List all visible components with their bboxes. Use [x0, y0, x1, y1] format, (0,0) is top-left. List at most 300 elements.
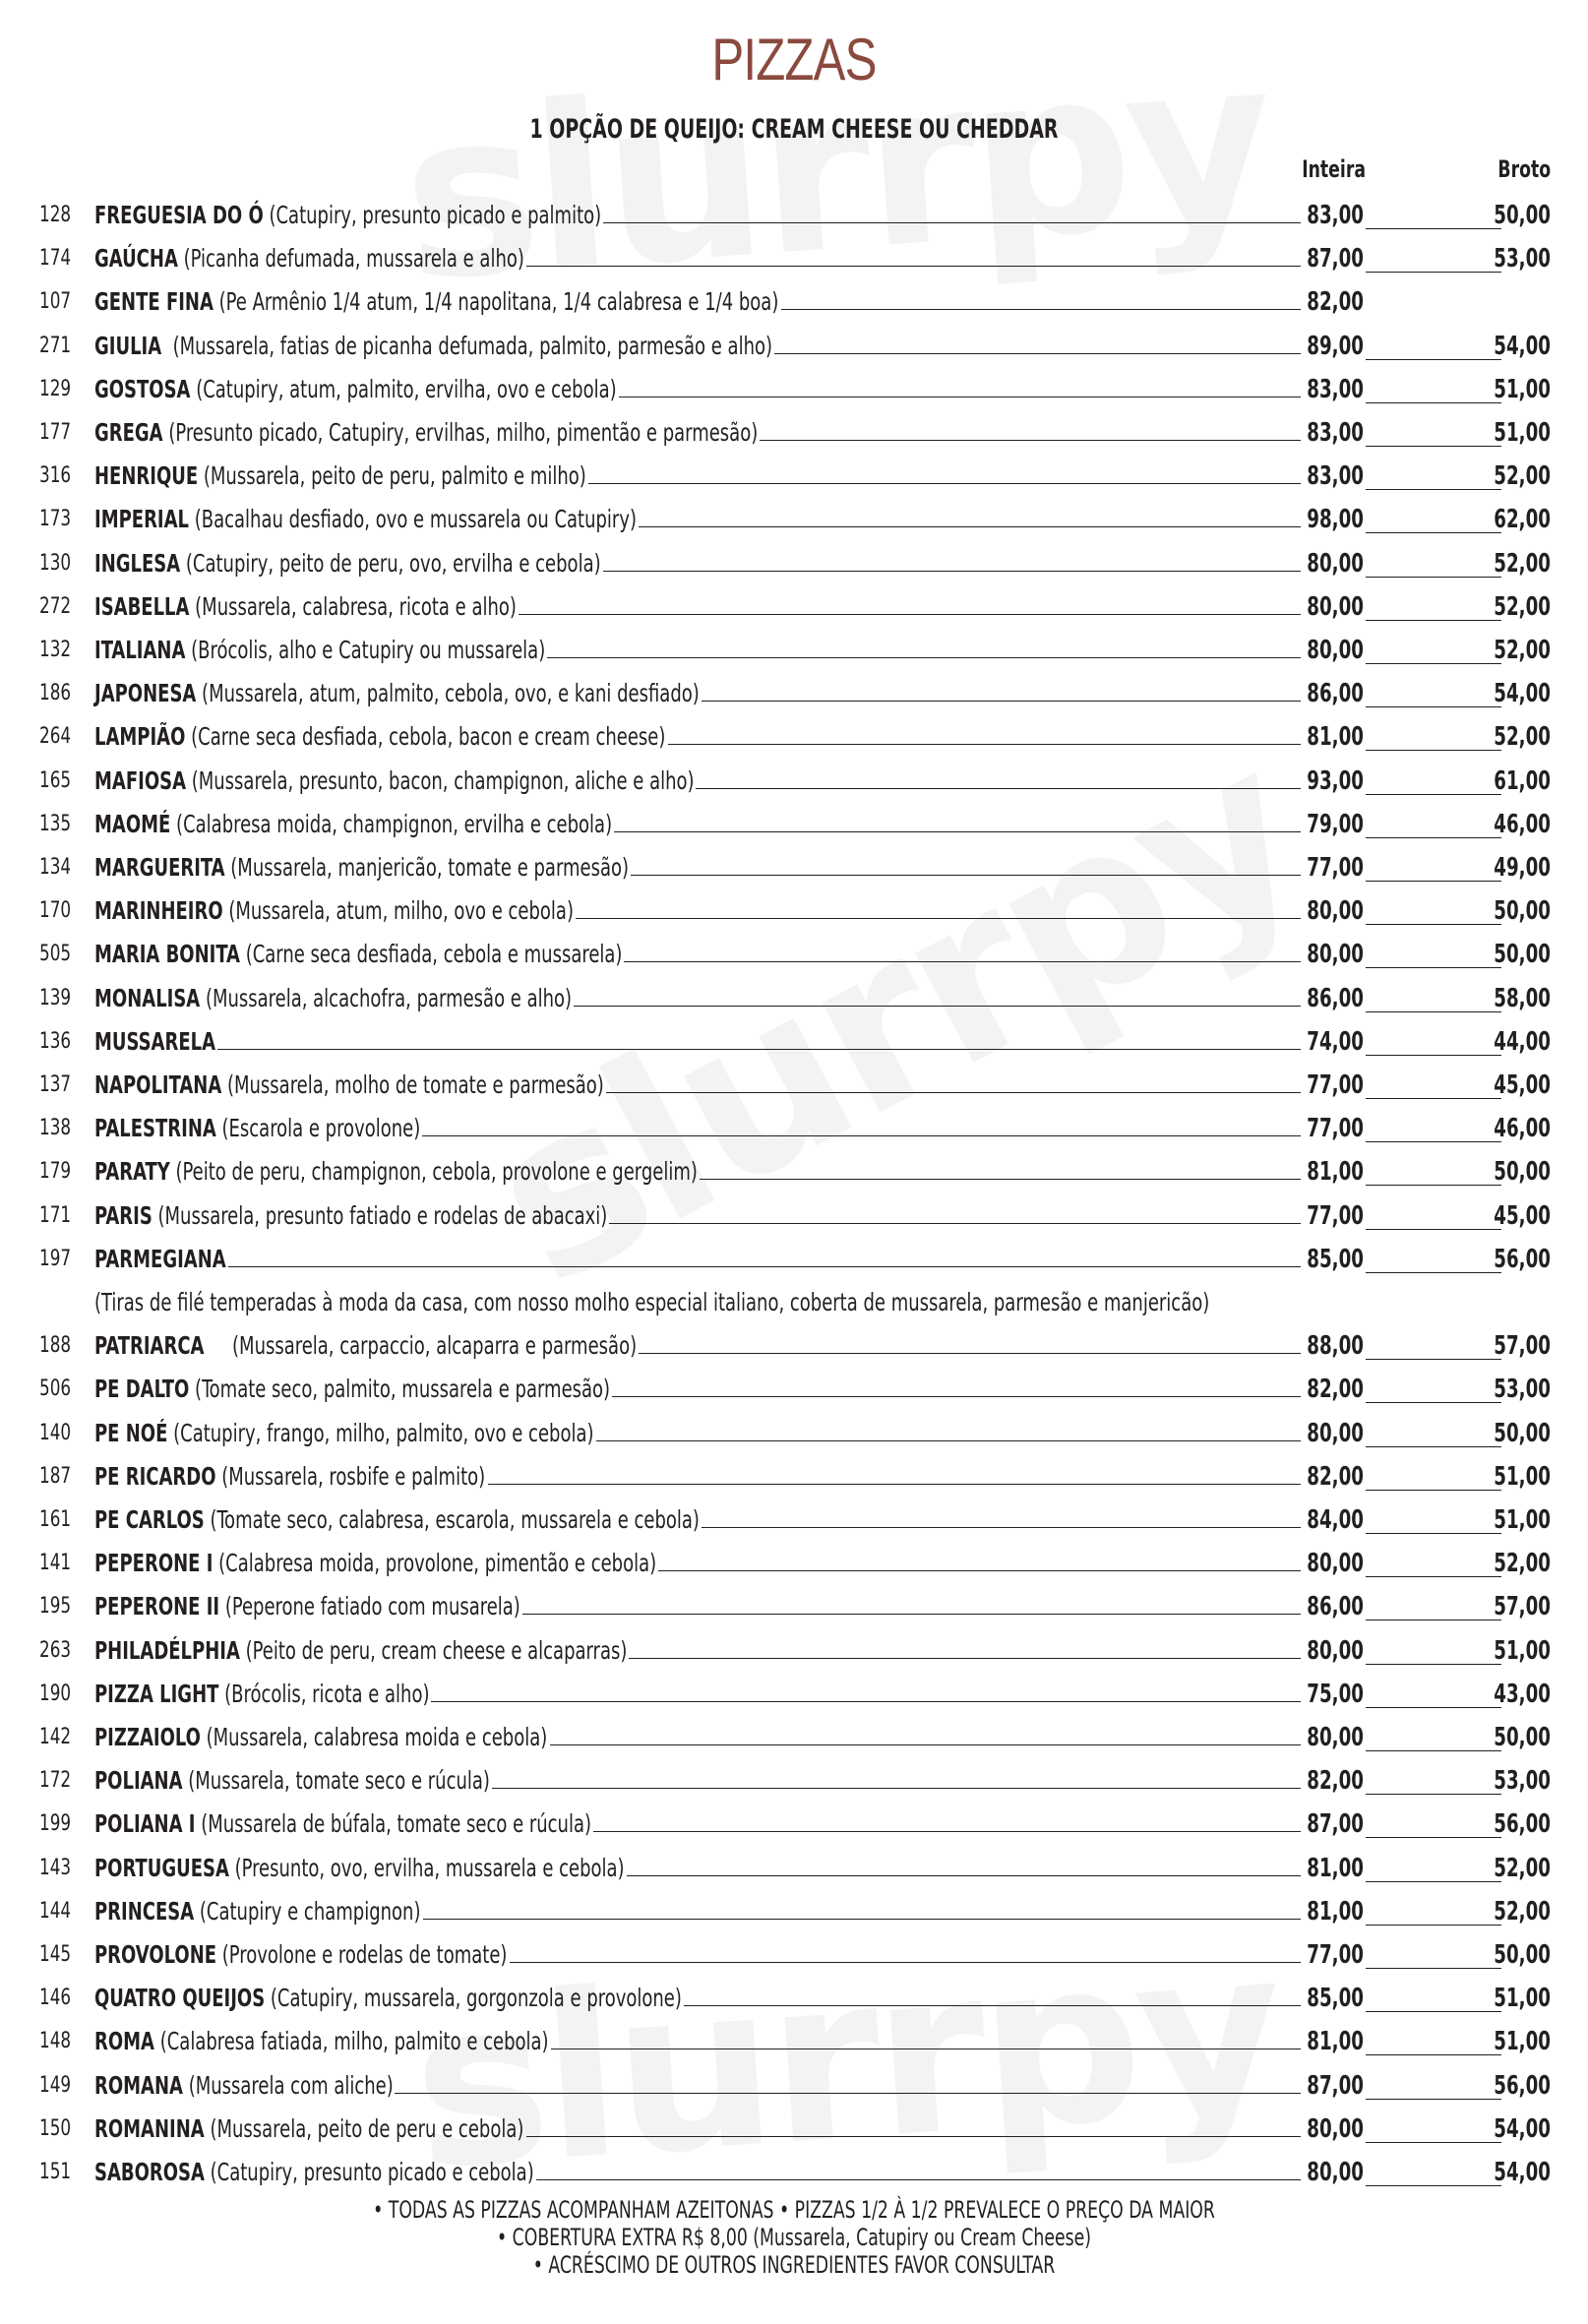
price-leader	[1366, 663, 1501, 664]
price-inteira: 80,00	[1307, 636, 1364, 665]
menu-item	[0, 236, 1588, 279]
dotted-leader	[700, 1179, 1301, 1180]
price-inteira: 77,00	[1307, 1114, 1364, 1144]
price-broto: 57,00	[1494, 1592, 1551, 1622]
item-ingredients: (Mussarela, calabresa, ricota e alho)	[189, 591, 517, 621]
item-name: FREGUESIA DO Ó	[94, 201, 264, 229]
item-description	[94, 1549, 656, 1577]
menu-item	[0, 1106, 1588, 1149]
item-code: 136	[39, 1028, 72, 1054]
item-description	[94, 2114, 523, 2143]
item-code: 170	[39, 898, 72, 924]
price-broto: 51,00	[1494, 1984, 1551, 2014]
item-description-line	[94, 1808, 1301, 1838]
item-name: MUSSARELA	[94, 1026, 216, 1056]
item-description	[94, 2071, 394, 2100]
price-broto: 51,00	[1494, 374, 1551, 404]
price-leader	[1366, 1968, 1501, 1969]
price-broto: 44,00	[1494, 1026, 1551, 1057]
price-leader	[1366, 2099, 1501, 2100]
item-code: 149	[39, 2072, 72, 2098]
item-ingredients: (Mussarela, fatias de picanha defumada, palmito, parmesão e alho)	[161, 331, 772, 360]
price-leader	[1366, 1011, 1501, 1012]
item-description-line	[94, 2113, 1301, 2143]
dotted-leader	[395, 2093, 1301, 2094]
item-code: 199	[39, 1811, 72, 1837]
item-code: 505	[39, 942, 72, 967]
price-leader	[1366, 1272, 1501, 1273]
item-description	[94, 1984, 682, 2012]
menu-item	[0, 497, 1588, 540]
item-description-line	[94, 1330, 1301, 1360]
item-description	[94, 418, 758, 447]
price-leader	[1366, 1446, 1501, 1447]
menu-item	[0, 1193, 1588, 1237]
item-name: PATRIARCA	[94, 1331, 205, 1361]
item-code: 130	[39, 550, 72, 576]
item-ingredients: (Catupiry e champignon)	[194, 1896, 421, 1926]
price-leader	[1366, 272, 1501, 273]
item-code: 173	[39, 507, 72, 532]
dotted-leader	[609, 1223, 1301, 1224]
item-code: 128	[39, 203, 72, 227]
dotted-leader	[423, 1919, 1301, 1920]
price-broto: 51,00	[1494, 1635, 1551, 1666]
item-name: PROVOLONE	[94, 1940, 217, 1969]
item-name: GAÚCHA	[94, 244, 178, 274]
price-broto: 53,00	[1494, 1375, 1551, 1405]
page-title: PIZZAS	[711, 27, 877, 92]
item-code: 134	[39, 855, 72, 880]
item-ingredients: (Provolone e rodelas de tomate)	[216, 1940, 508, 1969]
item-name: PE NOÉ	[94, 1418, 168, 1447]
item-ingredients: (Mussarela, rosbife e palmito)	[215, 1461, 486, 1491]
item-description-line	[94, 1200, 1301, 1230]
dotted-leader	[519, 614, 1301, 615]
item-ingredients: (Escarola e provolone)	[215, 1114, 421, 1143]
dotted-leader	[606, 1092, 1301, 1093]
item-description	[94, 549, 601, 578]
price-inteira: 80,00	[1307, 1549, 1364, 1579]
menu-item	[0, 1454, 1588, 1498]
dotted-leader	[603, 222, 1301, 223]
menu-item	[0, 367, 1588, 410]
menu-item	[0, 193, 1588, 236]
price-inteira: 77,00	[1307, 1940, 1364, 1970]
dotted-leader	[614, 831, 1301, 832]
price-broto: 43,00	[1494, 1679, 1551, 1709]
item-description-line	[94, 1070, 1301, 1099]
dotted-leader	[510, 1962, 1301, 1963]
item-description-line	[94, 1635, 1301, 1665]
item-code: 129	[39, 376, 72, 401]
item-ingredients: (Presunto, ovo, ervilha, mussarela e cebola)	[228, 1853, 625, 1882]
item-description	[94, 722, 665, 751]
price-broto: 50,00	[1494, 940, 1551, 970]
price-inteira: 80,00	[1307, 1635, 1364, 1666]
item-code: 141	[39, 1551, 72, 1576]
price-inteira: 86,00	[1307, 983, 1364, 1013]
price-leader	[1366, 1359, 1501, 1360]
item-description	[94, 332, 772, 360]
dotted-leader	[629, 1658, 1301, 1659]
item-description	[94, 1157, 698, 1186]
price-broto: 57,00	[1494, 1331, 1551, 1362]
item-name: PE RICARDO	[94, 1461, 216, 1491]
dotted-leader	[588, 483, 1301, 484]
price-inteira: 83,00	[1307, 461, 1364, 492]
item-description-line	[94, 1244, 1301, 1273]
dotted-leader	[702, 1527, 1301, 1528]
price-broto: 49,00	[1494, 853, 1551, 883]
dotted-leader	[668, 744, 1301, 745]
item-code: 146	[39, 1986, 72, 2011]
item-description-line	[94, 591, 1301, 621]
item-description-line	[94, 765, 1301, 795]
item-code: 140	[39, 1420, 72, 1445]
item-description	[94, 244, 524, 273]
price-inteira: 82,00	[1307, 1375, 1364, 1405]
price-leader	[1366, 489, 1501, 490]
price-inteira: 89,00	[1307, 331, 1364, 361]
price-inteira: 88,00	[1307, 1331, 1364, 1362]
item-ingredients: (Catupiry, presunto picado e palmito)	[263, 201, 602, 229]
item-ingredients: (Mussarela, calabresa moida e cebola)	[200, 1723, 548, 1751]
item-description-line	[94, 1722, 1301, 1751]
dotted-leader	[619, 397, 1301, 398]
dotted-leader	[492, 1788, 1301, 1789]
item-ingredients: (Catupiry, peito de peru, ovo, ervilha e cebola)	[180, 548, 601, 578]
item-description-line	[94, 1418, 1301, 1447]
price-leader	[1366, 1185, 1501, 1186]
price-leader	[1366, 228, 1501, 229]
price-broto: 52,00	[1494, 461, 1551, 492]
price-broto: 50,00	[1494, 1723, 1551, 1752]
dotted-leader	[593, 1831, 1301, 1832]
price-inteira: 74,00	[1307, 1026, 1364, 1057]
item-ingredients: (Mussarela, molho de tomate e parmesão)	[221, 1070, 604, 1099]
dotted-leader	[760, 440, 1301, 441]
price-inteira: 80,00	[1307, 1418, 1364, 1448]
price-inteira: 81,00	[1307, 722, 1364, 753]
item-description-line	[94, 243, 1301, 273]
item-description-line	[94, 1591, 1301, 1621]
item-description-line	[94, 1461, 1301, 1491]
dotted-leader	[488, 1484, 1301, 1485]
price-broto: 50,00	[1494, 1940, 1551, 1970]
item-description	[94, 1462, 485, 1491]
item-ingredients: (Catupiry, presunto picado e cebola)	[204, 2158, 534, 2186]
price-inteira: 83,00	[1307, 418, 1364, 448]
menu-item	[0, 628, 1588, 671]
dotted-leader	[576, 918, 1301, 919]
item-description-line	[94, 200, 1301, 229]
item-name: QUATRO QUEIJOS	[94, 1984, 266, 2013]
item-description	[94, 1809, 591, 1838]
price-inteira: 87,00	[1307, 1809, 1364, 1840]
dotted-leader	[574, 1006, 1301, 1007]
price-inteira: 80,00	[1307, 2113, 1364, 2144]
item-description	[94, 2158, 534, 2186]
item-name: GREGA	[94, 418, 163, 447]
price-broto: 54,00	[1494, 331, 1551, 361]
price-leader	[1366, 924, 1501, 925]
item-code: 171	[39, 1202, 72, 1228]
dotted-leader	[526, 266, 1301, 267]
price-broto: 61,00	[1494, 765, 1551, 796]
price-broto: 52,00	[1494, 722, 1551, 753]
price-broto: 52,00	[1494, 636, 1551, 665]
menu-item	[0, 888, 1588, 932]
item-description-line	[94, 417, 1301, 447]
dotted-leader	[536, 2179, 1301, 2180]
menu-item	[0, 1541, 1588, 1584]
price-broto: 51,00	[1494, 418, 1551, 448]
price-leader	[1366, 1620, 1501, 1621]
price-broto: 56,00	[1494, 1809, 1551, 1840]
item-description-line	[94, 1156, 1301, 1186]
item-ingredients: (Brócolis, alho e Catupiry ou mussarela)	[185, 636, 546, 664]
item-name: ROMA	[94, 2027, 154, 2056]
dotted-leader	[639, 1353, 1301, 1354]
menu-item	[0, 2063, 1588, 2107]
item-description	[94, 201, 601, 229]
price-inteira: 77,00	[1307, 853, 1364, 883]
dotted-leader	[596, 1440, 1301, 1441]
item-description	[94, 940, 622, 968]
item-description	[94, 287, 778, 316]
item-description-line	[94, 1113, 1301, 1142]
item-ingredients: (Presunto picado, Catupiry, ervilhas, milho, pimentão e parmesão)	[162, 418, 759, 447]
price-leader	[1366, 750, 1501, 751]
price-broto: 52,00	[1494, 1853, 1551, 1883]
item-ingredients: (Carne seca desfiada, cebola, bacon e cream cheese)	[185, 722, 666, 752]
dotted-leader	[603, 571, 1301, 572]
price-broto: 52,00	[1494, 1549, 1551, 1579]
footer-line: • ACRÉSCIMO DE OUTROS INGREDIENTES FAVOR CONSULTAR	[532, 2251, 1056, 2279]
menu-item	[0, 1932, 1588, 1976]
item-name: MARIA BONITA	[94, 940, 240, 969]
item-code: 151	[39, 2160, 72, 2184]
item-code: 506	[39, 1376, 72, 1402]
menu-item	[0, 1846, 1588, 1889]
price-leader	[1366, 359, 1501, 360]
dotted-leader	[684, 2005, 1301, 2006]
item-name: MARGUERITA	[94, 853, 225, 882]
item-name: MAFIOSA	[94, 765, 186, 795]
price-inteira: 98,00	[1307, 505, 1364, 535]
price-leader	[1366, 1925, 1501, 1926]
menu-item	[0, 2107, 1588, 2150]
item-code: 263	[39, 1637, 72, 1663]
price-inteira: 81,00	[1307, 1157, 1364, 1188]
item-description	[94, 1854, 625, 1882]
item-name: PARATY	[94, 1157, 170, 1187]
price-broto: 54,00	[1494, 2158, 1551, 2187]
item-code: 137	[39, 1072, 72, 1097]
dotted-leader	[431, 1701, 1301, 1702]
item-ingredients: (Pe Armênio 1/4 atum, 1/4 napolitana, 1/4 calabresa e 1/4 boa)	[213, 287, 779, 317]
item-name: NAPOLITANA	[94, 1070, 222, 1099]
item-description	[94, 461, 586, 490]
item-ingredients: (Brócolis, ricota e alho)	[218, 1679, 430, 1708]
item-name: MARINHEIRO	[94, 896, 223, 926]
price-inteira: 80,00	[1307, 940, 1364, 970]
menu-item	[0, 845, 1588, 888]
item-ingredients: (Catupiry, frango, milho, palmito, ovo e cebola)	[167, 1418, 594, 1447]
item-name: POLIANA I	[94, 1809, 196, 1839]
item-ingredients: (Mussarela, manjericão, tomate e parmesão)	[224, 853, 630, 882]
item-ingredients: (Catupiry, atum, palmito, ervilha, ovo e cebola)	[190, 374, 617, 403]
price-leader	[1366, 2185, 1501, 2186]
item-ingredients: (Carne seca desfiada, cebola e mussarela)	[239, 940, 623, 969]
item-code: 316	[39, 463, 72, 489]
dotted-leader	[627, 1875, 1301, 1876]
item-ingredients: (Peito de peru, cream cheese e alcaparras)	[239, 1635, 628, 1665]
price-broto: 51,00	[1494, 2027, 1551, 2057]
price-broto: 46,00	[1494, 809, 1551, 839]
price-inteira: 85,00	[1307, 1984, 1364, 2014]
item-name: MONALISA	[94, 983, 201, 1012]
item-description	[94, 810, 612, 838]
price-broto: 56,00	[1494, 1244, 1551, 1274]
item-code: 142	[39, 1725, 72, 1749]
item-code: 179	[39, 1159, 72, 1185]
price-leader	[1366, 837, 1501, 838]
menu-item	[0, 1976, 1588, 2019]
price-broto: 46,00	[1494, 1114, 1551, 1144]
item-description-line	[94, 1896, 1301, 1926]
menu-item	[0, 802, 1588, 845]
item-name: SABOROSA	[94, 2158, 205, 2186]
item-description-line	[94, 2026, 1301, 2055]
item-description-line	[94, 1548, 1301, 1577]
menu-item	[0, 279, 1588, 323]
price-inteira: 80,00	[1307, 896, 1364, 927]
price-leader	[1366, 402, 1501, 403]
dotted-leader	[658, 1570, 1301, 1571]
item-code: 186	[39, 681, 72, 706]
menu-item	[0, 714, 1588, 758]
item-description	[94, 1766, 490, 1795]
item-code: 148	[39, 2029, 72, 2054]
menu-item	[0, 2150, 1588, 2193]
price-leader	[1366, 1664, 1501, 1665]
price-leader	[1366, 1229, 1501, 1230]
price-inteira: 82,00	[1307, 287, 1364, 318]
price-leader	[1366, 1707, 1501, 1708]
item-description	[94, 375, 617, 403]
footer-line: • TODAS AS PIZZAS ACOMPANHAM AZEITONAS • PIZZAS 1/2 À 1/2 PREVALECE O PREÇO DA MAIOR	[373, 2196, 1215, 2224]
menu-item	[0, 759, 1588, 802]
item-code: 188	[39, 1333, 72, 1359]
item-description	[94, 853, 629, 882]
item-description	[94, 984, 572, 1012]
price-inteira: 75,00	[1307, 1679, 1364, 1709]
item-name: PE CARLOS	[94, 1505, 205, 1534]
page-subtitle: 1 OPÇÃO DE QUEIJO: CREAM CHEESE OU CHEDDAR	[529, 114, 1059, 145]
menu-item	[0, 324, 1588, 367]
item-name: PALESTRINA	[94, 1114, 216, 1143]
item-code: 144	[39, 1898, 72, 1924]
item-ingredients: (Calabresa moida, provolone, pimentão e cebola)	[213, 1549, 657, 1578]
item-ingredients: (Mussarela, atum, palmito, cebola, ovo, e kani desfiado)	[196, 679, 700, 708]
price-inteira: 86,00	[1307, 1592, 1364, 1622]
menu-item	[0, 454, 1588, 497]
item-name: PIZZA LIGHT	[94, 1679, 219, 1708]
price-broto: 62,00	[1494, 505, 1551, 535]
item-ingredients: (Peito de peru, champignon, cebola, provolone e gergelim)	[169, 1157, 698, 1187]
item-ingredients: (Picanha defumada, mussarela e alho)	[177, 244, 524, 274]
price-inteira: 86,00	[1307, 679, 1364, 709]
price-inteira: 81,00	[1307, 2027, 1364, 2057]
item-ingredients: (Mussarela, carpaccio, alcaparra e parmesão)	[204, 1331, 638, 1361]
item-name: GIULIA	[94, 331, 162, 360]
item-description-line	[94, 331, 1301, 360]
column-header-broto: Broto	[1497, 155, 1551, 183]
item-name: JAPONESA	[94, 679, 197, 708]
price-inteira: 80,00	[1307, 1723, 1364, 1752]
item-ingredients: (Calabresa moida, champignon, ervilha e cebola)	[170, 809, 613, 838]
price-leader	[1366, 794, 1501, 795]
item-description-line	[94, 678, 1301, 707]
item-code: 264	[39, 724, 72, 750]
menu-item	[0, 1802, 1588, 1845]
menu-item	[0, 1715, 1588, 1758]
price-broto: 56,00	[1494, 2070, 1551, 2101]
dotted-leader	[217, 1049, 1301, 1050]
column-header-inteira: Inteira	[1302, 155, 1366, 183]
item-ingredients: (Mussarela, peito de peru e cebola)	[204, 2113, 524, 2143]
item-code: 135	[39, 811, 72, 836]
item-description	[94, 592, 517, 621]
item-name: PEPERONE II	[94, 1592, 220, 1621]
price-broto: 58,00	[1494, 983, 1551, 1013]
price-inteira: 77,00	[1307, 1070, 1364, 1100]
item-description-line	[94, 374, 1301, 403]
price-inteira: 84,00	[1307, 1505, 1364, 1535]
item-description	[94, 2027, 549, 2055]
item-description-line	[94, 983, 1301, 1012]
item-ingredients: (Mussarela de búfala, tomate seco e rúcula)	[195, 1809, 591, 1839]
item-description	[94, 1897, 420, 1926]
item-description	[94, 505, 637, 533]
price-leader	[1366, 446, 1501, 447]
price-leader	[1366, 706, 1501, 707]
item-ingredients: (Mussarela, peito de peru, palmito e milho)	[198, 461, 586, 491]
item-description	[94, 1505, 700, 1534]
item-code: 132	[39, 638, 72, 662]
item-code: 143	[39, 1855, 72, 1880]
menu-item	[0, 932, 1588, 975]
item-description-line	[94, 1765, 1301, 1795]
price-leader	[1366, 2142, 1501, 2143]
price-inteira: 80,00	[1307, 2158, 1364, 2187]
item-name: INGLESA	[94, 548, 181, 578]
item-ingredients: (Catupiry, mussarela, gorgonzola e provolone)	[265, 1984, 682, 2013]
item-code: 145	[39, 1942, 72, 1967]
item-description-line	[94, 504, 1301, 533]
price-leader	[1366, 1533, 1501, 1534]
item-description	[94, 1331, 637, 1360]
item-description	[94, 1419, 594, 1447]
item-note: (Tiras de filé temperadas à moda da casa, com nosso molho especial italiano, coberta de mussarela, parmesão e manjericão)	[94, 1288, 1210, 1316]
item-name: PEPERONE I	[94, 1549, 214, 1578]
item-description-line	[94, 1679, 1301, 1708]
item-description-line	[94, 939, 1301, 968]
menu-item	[0, 1672, 1588, 1715]
item-description	[94, 1027, 215, 1056]
